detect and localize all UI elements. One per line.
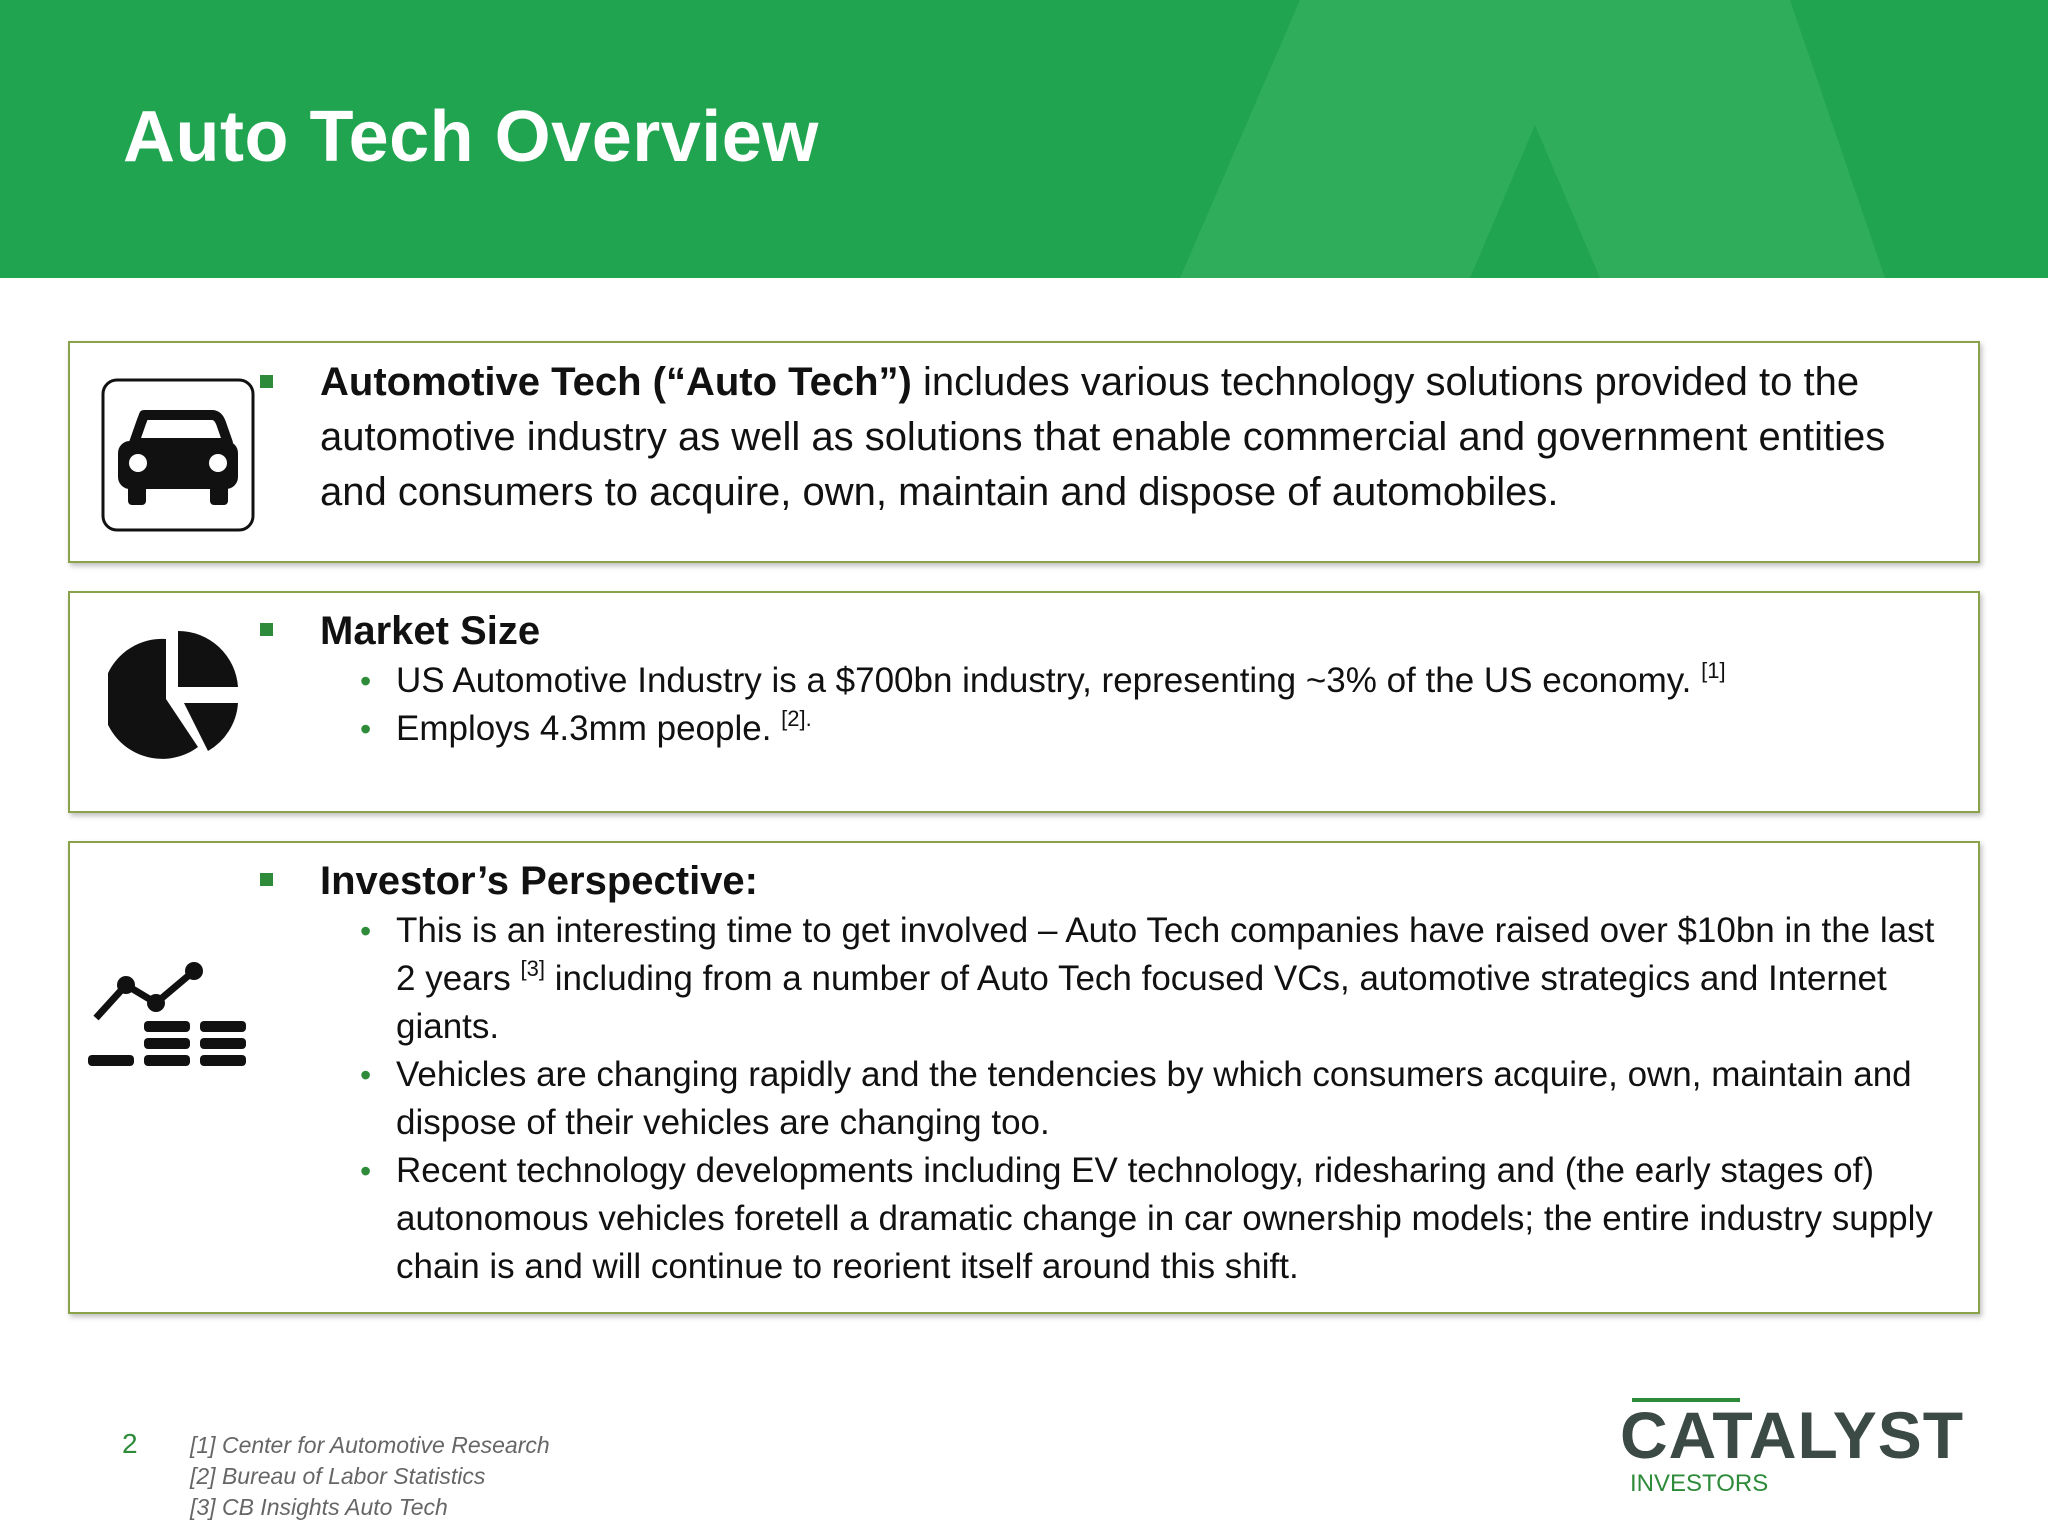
reference-item: [2] Bureau of Labor Statistics	[190, 1463, 486, 1489]
logo-wordmark: CATALYST	[1620, 1398, 1965, 1472]
reference-marker: [1]	[1701, 658, 1726, 683]
list-item: • Vehicles are changing rapidly and the tendencies by which consumers acquire, own, maintain and dispose of their vehicles are changing too.	[360, 1055, 1912, 1142]
square-bullet	[260, 623, 273, 636]
square-bullet	[260, 375, 273, 388]
page-number: 2	[122, 1428, 138, 1459]
investor-perspective-heading: Investor’s Perspective:	[320, 859, 758, 903]
list-item: • US Automotive Industry is a $700bn industry, representing ~3% of the US economy. [1]	[360, 658, 1726, 700]
list-item: • This is an interesting time to get involved – Auto Tech companies have raised over $10bn in the last 2 years [3] including from a number of Auto Tech focused VCs, automotive strategics and Internet giants.	[360, 911, 1935, 1046]
pie-chart-icon	[108, 629, 240, 761]
page-title: Auto Tech Overview	[123, 97, 819, 177]
logo-subtitle: INVESTORS	[1630, 1470, 1769, 1497]
reference-marker: [2].	[781, 706, 812, 731]
auto-tech-definition-box	[68, 341, 1980, 563]
list-item: • Employs 4.3mm people. $^{[2].}$	[360, 706, 812, 748]
catalyst-investors-logo	[1620, 1396, 1965, 1506]
car-icon	[100, 377, 256, 533]
references	[190, 1430, 550, 1523]
reference-marker: [3]	[520, 956, 545, 981]
auto-tech-description: includes various technology solutions provided to the automotive industry as well as solutions that enable commercial and government entities and consumers to acquire, own, maintain and dispose of automobiles.	[320, 360, 1886, 514]
market-size-box	[68, 591, 1980, 813]
header-banner	[0, 0, 2048, 278]
market-size-heading: Market Size	[320, 609, 541, 653]
auto-tech-definition	[320, 355, 1938, 520]
investor-perspective-list	[320, 907, 1938, 1291]
auto-tech-term: Automotive Tech (“Auto Tech”)	[320, 360, 912, 404]
reference-item: [3] CB Insights Auto Tech	[190, 1494, 448, 1520]
market-size-list	[320, 657, 1938, 753]
square-bullet	[260, 873, 273, 886]
list-item: • Recent technology developments including EV technology, ridesharing and (the early stages of) autonomous vehicles foretell a dramatic change in car ownership models; the entire industry supply chain is and will continue to reorient itself around this shift.	[360, 1151, 1933, 1286]
reference-item: [1] Center for Automotive Research	[190, 1432, 550, 1458]
investor-perspective-box	[68, 841, 1980, 1314]
trend-chart-icon	[88, 943, 260, 1073]
